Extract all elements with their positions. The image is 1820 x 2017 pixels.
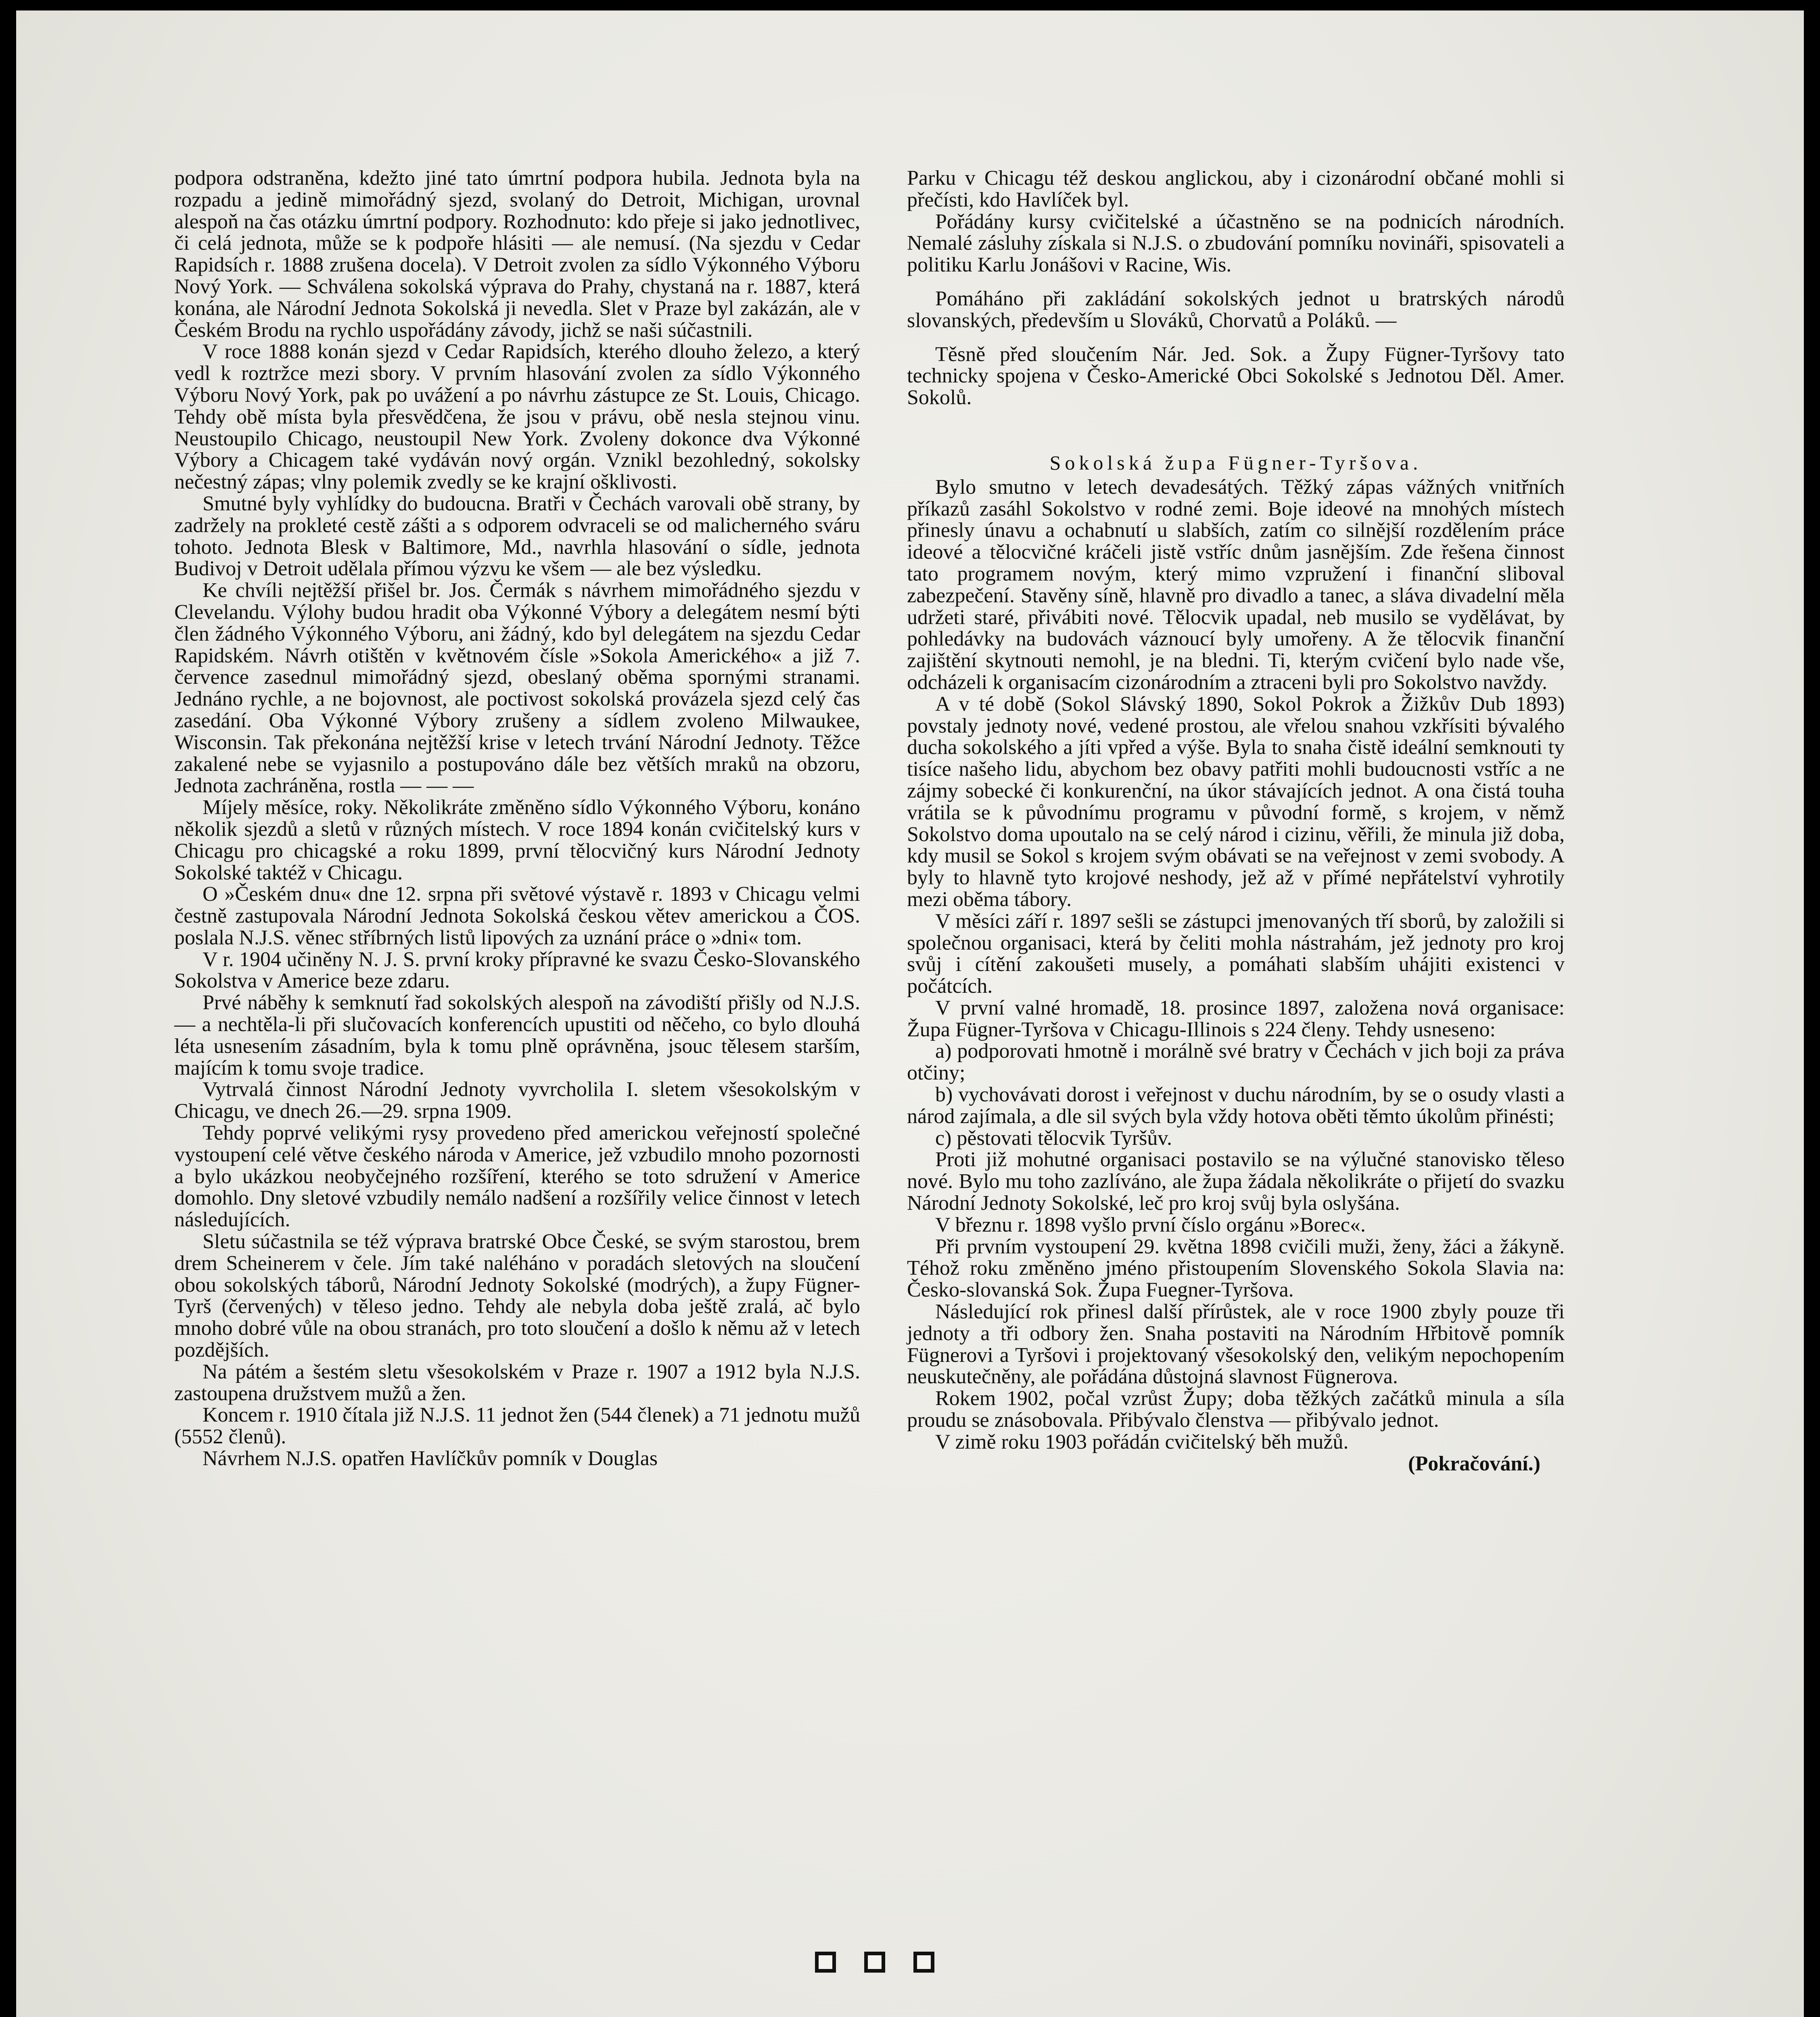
left-column — [174, 167, 860, 1470]
paragraph: Na pátém a šestém sletu všesokolském v Praze r. 1907 a 1912 byla N.J.S. zastoupena družstvem mužů a žen. — [174, 1360, 860, 1405]
continued-label: (Pokračování.) — [1408, 1452, 1540, 1475]
section-heading: Sokolská župa Fügner-Tyršova. — [1049, 451, 1422, 474]
paragraph: Proti již mohutné organisaci postavilo se na výlučné stanovisko těleso nové. Bylo mu toho zazlíváno, ale župa žádala několikráte o přijetí do svazku Národní Jednoty Sokolské, leč pro kroj svůj byla oslyšána. — [907, 1148, 1565, 1215]
square-ornament-icon — [913, 1952, 934, 1973]
paragraph: Pomáháno při zakládání sokolských jednot u bratrských národů slovanských, především u Slováků, Chorvatů a Poláků. — — [907, 287, 1565, 332]
paragraph: Míjely měsíce, roky. Několikráte změněno sídlo Výkonného Výboru, konáno několik sjezdů a sletů v různých místech. V roce 1894 konán cvičitelský kurs v Chicagu pro chicagské a roku 1899, první tělocvičný kurs Národní Jednoty Sokolské taktéž v Chicagu. — [174, 796, 860, 884]
paragraph: podpora odstraněna, kdežto jiné tato úmrtní podpora hubila. Jednota byla na rozpadu a jedině mimořádný sjezd, svolaný do Detroit, Michigan, urovnal alespoň na čas otázku úmrtní podpory. Rozhodnuto: kdo přeje si jako jednotlivec, či celá jednota, může se k podpoře hlásiti — ale nemusí. (Na sjezdu v Cedar Rapidsích r. 1888 zrušena docela). V Detroit zvolen za sídlo Výkonného Výboru Nový York. — Schválena sokolská výprava do Prahy, chystaná na r. 1887, která konána, ale Národní Jednota Sokolská ji nevedla. Slet v Praze byl zakázán, ale v Českém Brodu na rychlo uspořádány závody, jichž se naši súčastnili. — [174, 167, 860, 342]
list-item: c) pěstovati tělocvik Tyršův. — [935, 1126, 1172, 1150]
paragraph: V zimě roku 1903 pořádán cvičitelský běh mužů. — [935, 1430, 1349, 1453]
paragraph: Vytrvalá činnost Národní Jednoty vyvrcholila I. sletem všesokolským v Chicagu, ve dnech 26.—29. srpna 1909. — [174, 1078, 860, 1123]
paragraph: V r. 1904 učiněny N. J. S. první kroky přípravné ke svazu Česko-Slovanského Sokolstva v Americe beze zdaru. — [174, 948, 860, 993]
paragraph: Sletu súčastnila se též výprava bratrské Obce České, se svým starostou, brem drem Scheinerem v čele. Jím také naléháno v poradách sletových na sloučení obou sokolských táborů, Národní Jednoty Sokolské (modrých), a župy Fügner-Tyrš (červených) v těleso jedno. Tehdy ale nebyla doba ještě zralá, ač bylo mnoho dobré vůle na obou stranách, pro toto sloučení a došlo k němu až v letech pozdějších. — [174, 1230, 860, 1362]
scan-border-top — [0, 0, 1820, 10]
end-ornament — [815, 1952, 934, 1973]
list-item: a) podporovati hmotně i morálně své bratry v Čechách v jich boji za práva otčiny; — [907, 1040, 1565, 1085]
paragraph: Tehdy poprvé velikými rysy provedeno před americkou veřejností společné vystoupení celé větve českého národa v Americe, jež vzbudilo mnoho pozornosti a bylo ukázkou neobyčejného rozšíření, kterého se toto sdružení v Americe domohlo. Dny sletové vzbudily nemálo nadšení a rozšířily velice činnost v letech následujících. — [174, 1121, 860, 1232]
right-column — [907, 167, 1565, 1474]
paragraph: V měsíci září r. 1897 sešli se zástupci jmenovaných tří sborů, by založili si společnou organisaci, která by čeliti mohla nástrahám, jež jednoty pro kroj svůj i cítění zakoušeti musely, a pomáhati slabším uhájiti existenci v počátcích. — [907, 909, 1565, 998]
section — [907, 452, 1565, 1474]
square-ornament-icon — [864, 1952, 885, 1973]
paragraph: Bylo smutno v letech devadesátých. Těžký zápas vážných vnitřních příkazů zasáhl Sokolstvo v rodné zemi. Boje ideové na mnohých místech přinesly únavu a ochabnutí u slabších, zatím co silnější rozdělením práce ideové a tělocvičné kráčeli jistě vstříc dnům jasnějším. Zde řešena činnost tato programem novým, který mimo vzpružení i finanční sliboval zabezpečení. Stavěny síně, hlavně pro divadlo a tanec, a sláva divadelní měla udržeti staré, přivábiti nové. Tělocvik upadal, neb musilo se vydělávat, by pohledávky na budovách váznoucí byly umořeny. A že tělocvik finanční zajištění skytnouti nemohl, je na bledni. Ti, kterým cvičení bylo nade vše, odcházeli k organisacím cizonárodním a ztraceni byli pro Sokolstvo navždy. — [907, 475, 1565, 694]
paragraph: Těsně před sloučením Nár. Jed. Sok. a Župy Fügner-Tyršovy tato technicky spojena v Česko-Americké Obci Sokolské s Jednotou Děl. Amer. Sokolů. — [907, 342, 1565, 409]
paragraph: Rokem 1902, počal vzrůst Župy; doba těžkých začátků minula a síla proudu se znásobovala. Přibývalo členstva — přibývalo jednot. — [907, 1387, 1565, 1432]
paragraph: Prvé náběhy k semknutí řad sokolských alespoň na závodiští přišly od N.J.S. — a nechtěla-li při slučovacích konferencích upustiti od něčeho, co bylo dlouhá léta usnesením zásadním, byla k tomu plně oprávněna, jsouc tělesem starším, majícím k tomu svoje tradice. — [174, 991, 860, 1079]
list-item: b) vychovávati dorost i veřejnost v duchu národním, by se o osudy vlasti a národ zajímala, a dle sil svých byla vždy hotova oběti těmto úkolům přinésti; — [907, 1083, 1565, 1128]
scan-border-left — [0, 0, 16, 2017]
paragraph: Následující rok přinesl další přírůstek, ale v roce 1900 zbyly pouze tři jednoty a tři odbory žen. Snaha postaviti na Národním Hřbitově pomník Fügnerovi a Tyršovi i projektovaný všesokolský den, velikým nepochopením neuskutečněny, ale pořádána důstojná slavnost Fügnerova. — [907, 1300, 1565, 1389]
paragraph: Při prvním vystoupení 29. května 1898 cvičili muži, ženy, žáci a žákyně. Téhož roku změněno jméno přistoupením Slovenského Sokola Slavia na: Česko-slovanská Sok. Župa Fuegner-Tyršova. — [907, 1235, 1565, 1302]
scan-border-right — [1804, 0, 1820, 2017]
paragraph: Koncem r. 1910 čítala již N.J.S. 11 jednot žen (544 členek) a 71 jednotu mužů (5552 členů). — [174, 1403, 860, 1449]
paragraph: O »Českém dnu« dne 12. srpna při světové výstavě r. 1893 v Chicagu velmi čestně zastupovala Národní Jednota Sokolská českou větev americkou a ČOS. poslala N.J.S. věnec stříbrných listů lipových za uznání práce o »dni« tom. — [174, 883, 860, 949]
paragraph: A v té době (Sokol Slávský 1890, Sokol Pokrok a Žižkův Dub 1893) povstaly jednoty nové, vedené prostou, ale vřelou snahou vzkřísiti bývalého ducha sokolského a jíti vpřed a výše. Byla to snaha čistě ideální semknouti ty tisíce našeho lidu, abychom bez obavy patřiti mohli budoucnosti vstříc a ne zájmy sobecké či konkurenční, na úkor stávajících jednot. A ona čistá touha vrátila se k původnímu programu v původní formě, s krojem, v němž Sokolstvo doma upoutalo na se celý národ i cizinu, věřili, že minula již doba, kdy musil se Sokol s krojem svým obávati se na veřejnost v zemi svobody. A byly to hlavně tyto krojové neshody, jež až v přímé nepřátelství vyhrotily mezi oběma tábory. — [907, 692, 1565, 911]
paragraph: Návrhem N.J.S. opatřen Havlíčkův pomník v Douglas — [203, 1447, 658, 1470]
paragraph: V první valné hromadě, 18. prosince 1897, založena nová organisace: Župa Fügner-Tyršova v Chicagu-Illinois s 224 členy. Tehdy usneseno: — [907, 996, 1565, 1041]
paragraph: Smutné byly vyhlídky do budoucna. Bratři v Čechách varovali obě strany, by zadržely na prokleté cestě zášti a s odporem odvraceli se od malicherného sváru tohoto. Jednota Blesk v Baltimore, Md., navrhla hlasování o sídle, jednota Budivoj v Detroit udělala přímou výzvu ke všem — ale bez výsledku. — [174, 492, 860, 580]
paragraph: V březnu r. 1898 vyšlo první číslo orgánu »Borec«. — [935, 1213, 1366, 1236]
paragraph: V roce 1888 konán sjezd v Cedar Rapidsích, kterého dlouho železo, a který vedl k roztržce mezi sbory. V prvním hlasování zvolen za sídlo Výkonného Výboru Nový York, pak po uvážení a po návrhu zástupce ze St. Louis, Chicago. Tehdy obě místa byla přesvědčena, že jsou v právu, obě nesla stejnou vinu. Neustoupilo Chicago, neustoupil New York. Zvoleny dokonce dva Výkonné Výbory a Chicagem také vydáván nový orgán. Vznikl bezohledný, sokolsky nečestný zápas; vlny polemik zvedly se ke krajní ošklivosti. — [174, 340, 860, 494]
paragraph: Parku v Chicagu též deskou anglickou, aby i cizonárodní občané mohli si přečísti, kdo Havlíček byl. — [907, 167, 1565, 211]
square-ornament-icon — [815, 1952, 836, 1973]
paragraph: Ke chvíli nejtěžší přišel br. Jos. Čermák s návrhem mimořádného sjezdu v Clevelandu. Výlohy budou hradit oba Výkonné Výbory a delegátem nesmí býti člen žádného Výkonného Výboru, ani žádný, kdo byl delegátem na sjezdu Cedar Rapidském. Návrh otištěn v květnovém čísle »Sokola Amerického« a již 7. července zasednul mimořádný sjezd, obeslaný oběma spornými stranami. Jednáno rychle, a ne bojovnost, ale poctivost sokolská provázela sjezd celý čas zasedání. Oba Výkonné Výbory zrušeny a sídlem zvoleno Milwaukee, Wisconsin. Tak překonána nejtěžší krise v letech trvání Národní Jednoty. Těžce zakalené nebe se vyjasnilo a postupováno dále bez větších mraků na obzoru, Jednota zachráněna, rostla — — — — [174, 579, 860, 798]
paragraph: Pořádány kursy cvičitelské a účastněno se na podnicích národních. Nemalé zásluhy získala si N.J.S. o zbudování pomníku novináři, spisovateli a politiku Karlu Jonášovi v Racine, Wis. — [907, 210, 1565, 277]
